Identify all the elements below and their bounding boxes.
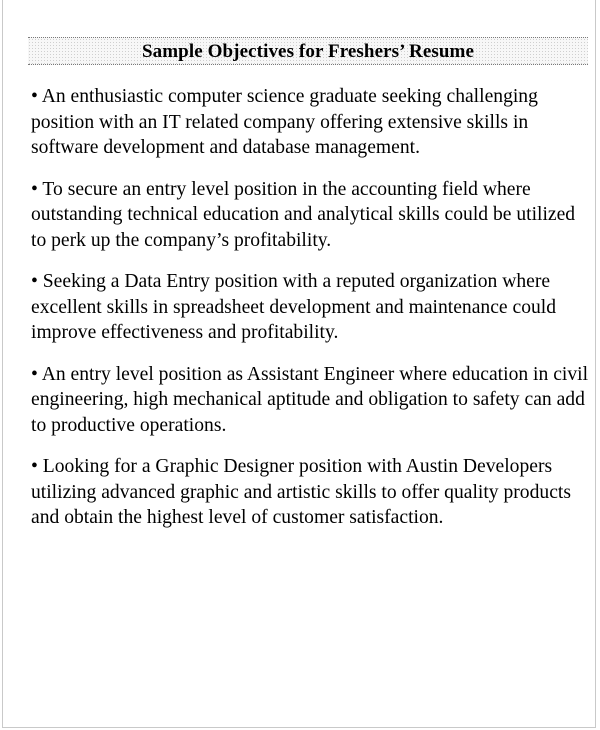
bullet-glyph: • xyxy=(31,363,38,385)
objective-item xyxy=(31,454,591,531)
objective-text: An entry level position as Assistant Engineer where education in civil engineering, high mechanical aptitude and obligation to safety can add to productive operations. xyxy=(31,363,589,436)
objective-item xyxy=(31,362,591,439)
objective-item xyxy=(31,84,591,161)
bullet-glyph: • xyxy=(31,271,38,292)
page-title: Sample Objectives for Freshers’ Resume xyxy=(141,40,474,62)
bullet-glyph: • xyxy=(31,86,38,107)
objective-text: To secure an entry level position in the accounting field where outstanding technical education and analytical skills could be utilized to perk up the company’s profitability. xyxy=(31,178,576,251)
bullet-glyph: • xyxy=(31,456,38,477)
objective-item xyxy=(31,269,591,346)
objective-text: An enthusiastic computer science graduate seeking challenging position with an IT related company offering extensive skills in software development and database management. xyxy=(31,86,538,158)
objective-text: Seeking a Data Entry position with a reputed organization where excellent skills in spreadsheet development and maintenance could improve effectiveness and profitability. xyxy=(31,271,557,343)
objectives-list xyxy=(31,84,591,547)
objective-text: Looking for a Graphic Designer position with Austin Developers utilizing advanced graphic and artistic skills to offer quality products and obtain the highest level of customer satisfaction. xyxy=(31,456,571,528)
document-page xyxy=(2,0,596,728)
bullet-glyph: • xyxy=(31,178,38,200)
title-banner xyxy=(28,37,588,65)
objective-item xyxy=(31,177,591,254)
